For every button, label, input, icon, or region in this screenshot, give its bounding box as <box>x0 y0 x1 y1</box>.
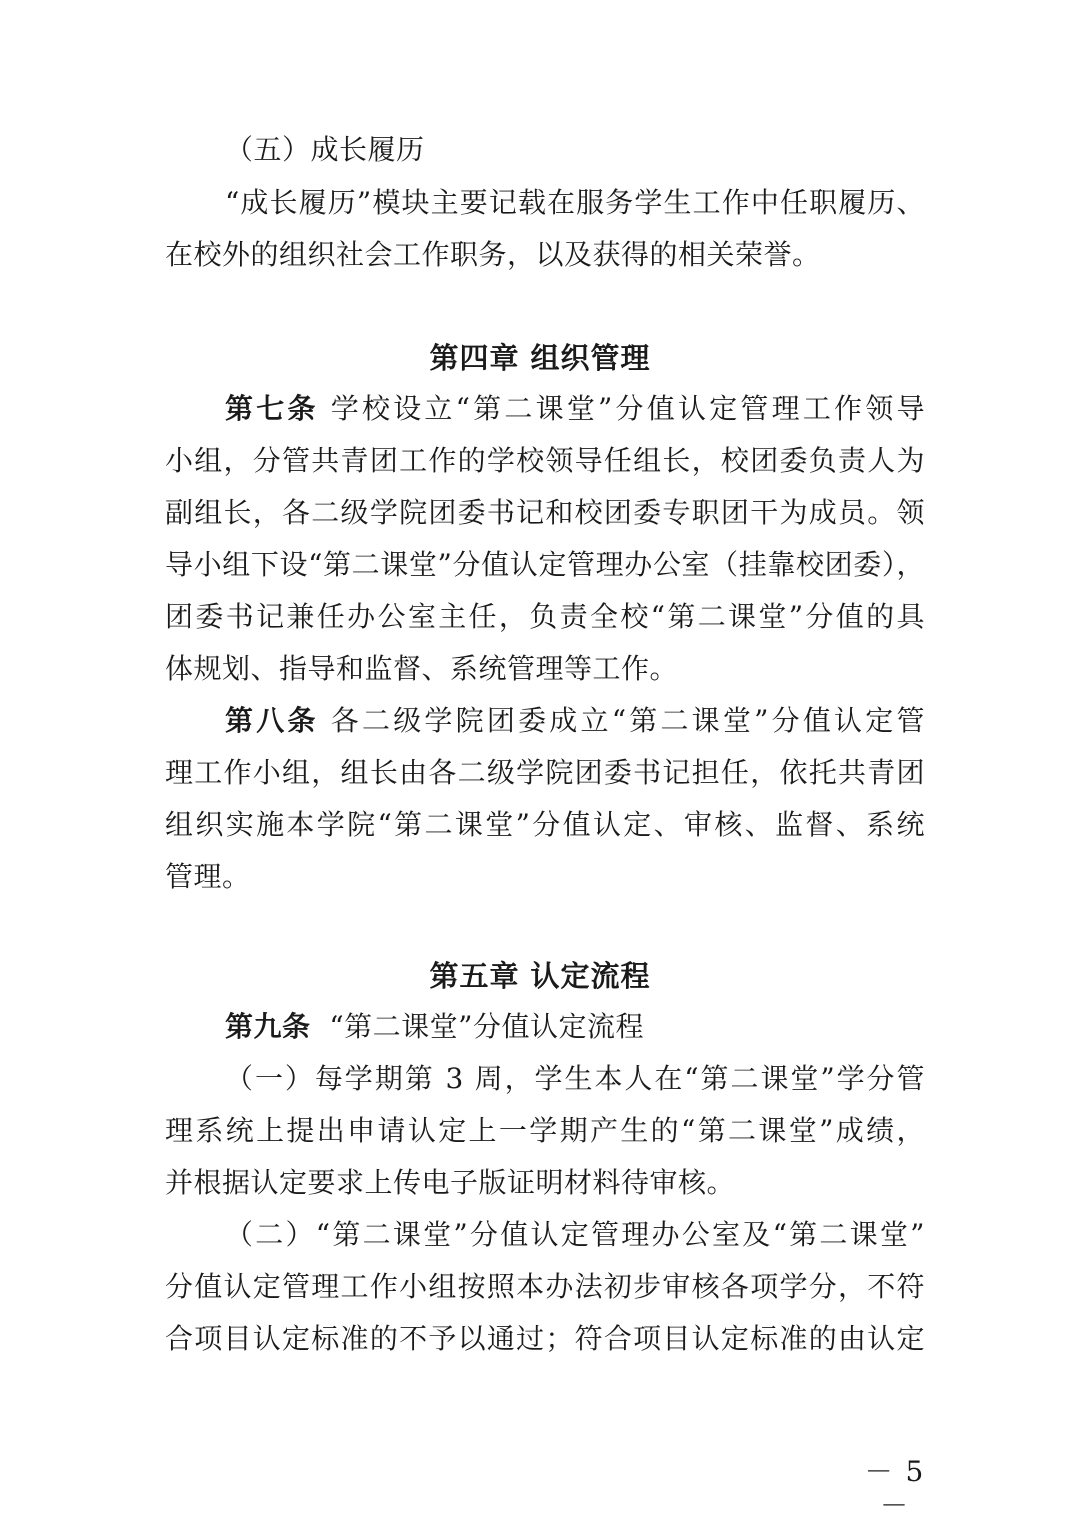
article-first-line <box>225 392 925 426</box>
paragraph-line: 组织实施本学院“第二课堂”分值认定、审核、监督、系统 <box>165 808 925 841</box>
article-label: 第九条 <box>225 1010 311 1043</box>
paragraph-line: 在校外的组织社会工作职务，以及获得的相关荣誉。 <box>165 238 821 271</box>
chapter-title: 第五章 认定流程 <box>429 959 651 993</box>
article-first-line <box>225 1010 925 1044</box>
paragraph-line: 导小组下设“第二课堂”分值认定管理办公室（挂靠校团委）， <box>165 548 925 581</box>
article-text: 学校设立“第二课堂”分值认定管理工作领导 <box>330 392 925 425</box>
chapter-title: 第四章 组织管理 <box>429 341 651 375</box>
article-text: “第二课堂”分值认定流程 <box>329 1010 644 1043</box>
paragraph-line: “成长履历”模块主要记载在服务学生工作中任职履历、 <box>225 186 925 219</box>
paragraph-line: 副组长，各二级学院团委书记和校团委专职团干为成员。领 <box>165 496 925 529</box>
paragraph-line: 体规划、指导和监督、系统管理等工作。 <box>165 652 679 685</box>
paragraph-line: 合项目认定标准的不予以通过；符合项目认定标准的由认定 <box>165 1322 925 1355</box>
paragraph-line: 并根据认定要求上传电子版证明材料待审核。 <box>165 1166 736 1199</box>
article-first-line <box>225 704 925 738</box>
article-text: 各二级学院团委成立“第二课堂”分值认定管 <box>330 704 925 737</box>
article-label: 第八条 <box>225 704 319 737</box>
paragraph-line: 理工作小组，组长由各二级学院团委书记担任，依托共青团 <box>165 756 925 789</box>
paragraph-line: 团委书记兼任办公室主任，负责全校“第二课堂”分值的具 <box>165 600 925 633</box>
paragraph-line: 管理。 <box>165 860 251 893</box>
item-first-line: （一）每学期第 3 周，学生本人在“第二课堂”学分管 <box>225 1062 925 1095</box>
paragraph-line: 分值认定管理工作小组按照本办法初步审核各项学分，不符 <box>165 1270 925 1303</box>
item-first-line: （二）“第二课堂”分值认定管理办公室及“第二课堂” <box>225 1218 925 1251</box>
article-label: 第七条 <box>225 392 319 425</box>
page-number: － 5 － <box>864 1455 926 1522</box>
paragraph-line: 小组，分管共青团工作的学校领导任组长，校团委负责人为 <box>165 444 925 477</box>
paragraph-line: 理系统上提出申请认定上一学期产生的“第二课堂”成绩， <box>165 1114 925 1147</box>
section-heading: （五）成长履历 <box>225 133 425 166</box>
